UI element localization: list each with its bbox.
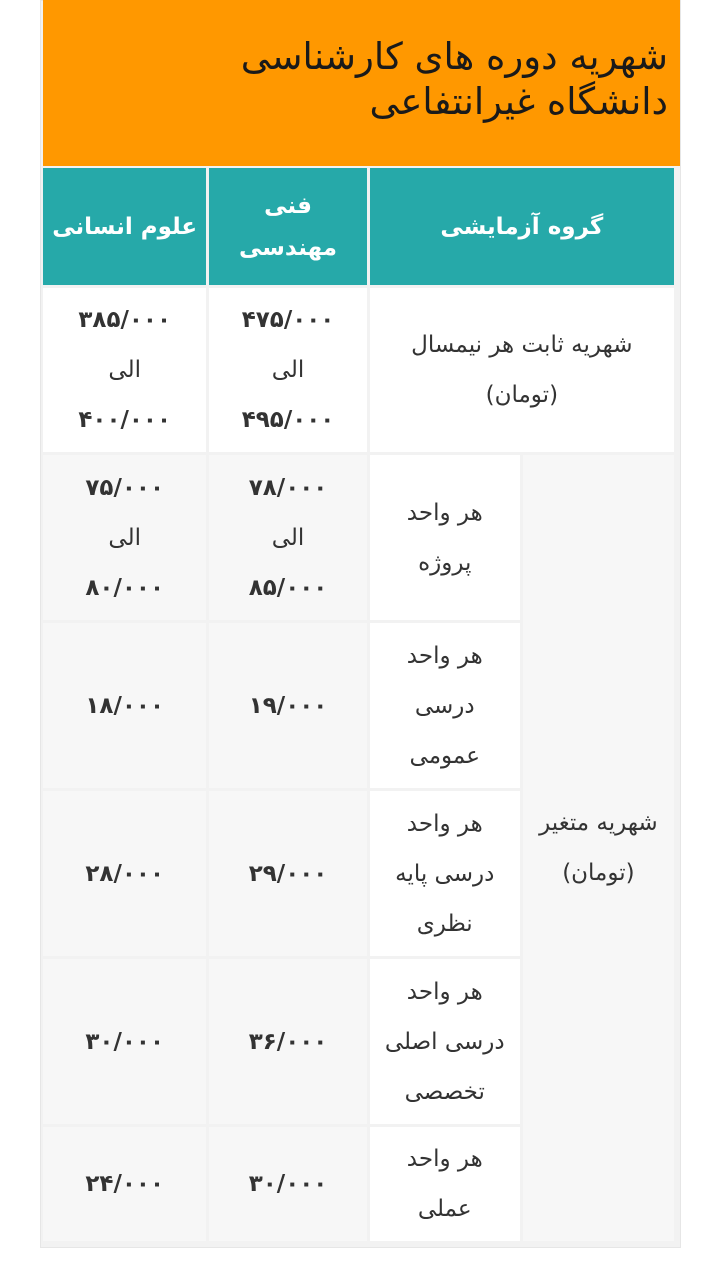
variable-tuition-label: [523, 455, 674, 1241]
label-line: نظری: [416, 910, 473, 937]
fixed-engineering-word: الی: [271, 357, 305, 383]
core-specialized-unit-label: [370, 959, 520, 1124]
fixed-label-line-2: (تومان): [485, 382, 559, 408]
label-line: پروژه: [418, 549, 472, 576]
project-humanities-cell: [43, 455, 206, 620]
practical-engineering-cell: ۳۰/۰۰۰: [209, 1127, 366, 1241]
core-specialized-humanities-cell: ۳۰/۰۰۰: [43, 959, 206, 1124]
general-unit-label: [370, 623, 520, 788]
label-line: درسی پایه: [395, 860, 495, 887]
label-line: هر واحد: [406, 1146, 483, 1172]
project-engineering-word: الی: [271, 524, 305, 551]
project-unit-label: [370, 455, 520, 620]
label-line: درسی: [414, 692, 475, 719]
core-specialized-engineering-cell: ۳۶/۰۰۰: [209, 959, 366, 1124]
project-engineering-from: ۷۸/۰۰۰: [248, 474, 328, 501]
project-engineering-to: ۸۵/۰۰۰: [248, 574, 328, 601]
label-line: درسی اصلی: [384, 1028, 505, 1055]
title-line-2: دانشگاه غیرانتفاعی: [369, 80, 668, 123]
tuition-table: [40, 165, 677, 1244]
header-engineering-line-2: مهندسی: [239, 234, 338, 261]
header-engineering: [209, 168, 366, 285]
label-line: عمومی: [409, 742, 480, 769]
fixed-label-line-1: شهریه ثابت هر نیمسال: [411, 332, 633, 358]
header-group: گروه آزمایشی: [370, 168, 674, 285]
label-line: هر واحد: [406, 810, 483, 837]
table-row: [43, 455, 674, 620]
fixed-humanities-to: ۴۰۰/۰۰۰: [78, 407, 172, 433]
basic-theory-unit-label: [370, 791, 520, 956]
title-line-1: شهریه دوره های کارشناسی: [240, 35, 668, 78]
fixed-humanities-word: الی: [108, 357, 141, 383]
general-engineering-cell: ۱۹/۰۰۰: [209, 623, 366, 788]
fixed-tuition-label: [370, 288, 674, 452]
project-engineering-cell: [209, 455, 366, 620]
variable-label-line-1: شهریه متغیر: [539, 810, 658, 836]
label-line: عملی: [417, 1196, 472, 1222]
fixed-engineering-cell: [209, 288, 366, 452]
label-line: هر واحد: [406, 499, 483, 526]
header-humanities: علوم انسانی: [43, 168, 206, 285]
table-row: [43, 288, 674, 452]
label-line: هر واحد: [406, 978, 483, 1005]
fixed-engineering-to: ۴۹۵/۰۰۰: [241, 407, 335, 433]
label-line: هر واحد: [406, 642, 483, 669]
project-humanities-word: الی: [108, 524, 141, 551]
practical-humanities-cell: ۲۴/۰۰۰: [43, 1127, 206, 1241]
basic-theory-humanities-cell: ۲۸/۰۰۰: [43, 791, 206, 956]
basic-theory-engineering-cell: ۲۹/۰۰۰: [209, 791, 366, 956]
general-humanities-cell: ۱۸/۰۰۰: [43, 623, 206, 788]
label-line: تخصصی: [404, 1078, 485, 1105]
project-humanities-from: ۷۵/۰۰۰: [85, 474, 164, 501]
fixed-engineering-from: ۴۷۵/۰۰۰: [241, 307, 335, 333]
table-header-row: [43, 168, 674, 285]
fixed-humanities-from: ۳۸۵/۰۰۰: [78, 307, 172, 333]
page-title: [43, 0, 680, 166]
practical-unit-label: [370, 1127, 520, 1241]
variable-label-line-2: (تومان): [562, 860, 635, 886]
header-engineering-line-1: فنی: [264, 192, 312, 219]
fixed-humanities-cell: [43, 288, 206, 452]
project-humanities-to: ۸۰/۰۰۰: [85, 574, 164, 601]
